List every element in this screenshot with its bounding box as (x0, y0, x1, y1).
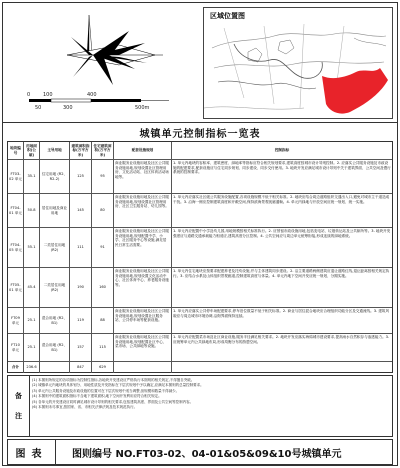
header-cell: 配套设施规划 (114, 142, 172, 159)
cell-id: FT04-01 单元 (8, 194, 24, 227)
cell-total-label: 合计 (8, 362, 24, 373)
cell-area: 25.1 (24, 308, 40, 333)
note-line: (5) 各单元的开发建设应同时满足城市设计导则的相关要求,包括建筑高度、界面及公共空间等控制内容。 (32, 399, 194, 404)
table-row (8, 194, 392, 228)
cell-total-gfa: 847 (70, 362, 92, 373)
cell-control: 1. 单元内应落实社区级公共服务设施配置,各项设施规模不低于相关标准。2. 地块应结合周边道路组织交通出入口,避免对城市主干道造成干扰。3. 沿海一侧应控制建筑高度和开敞空间,保持滨海景观视廊通畅。4. 单元内绿地与开放空间应统一规划、统一实施。 (173, 195, 390, 204)
table-total-row (8, 362, 392, 373)
header-cell: 主导用地 (40, 142, 70, 159)
note-line: (1) 本图则所规定的各项指标为控制性指标,各地块开发建设应严格执行本图则的相关规定,不得擅自突破。 (32, 378, 195, 382)
note-line: (3) 单元内公共服务设施及市政设施的位置可在下层次规划中适当调整,但规模和数量不得减少。 (32, 388, 180, 393)
cell-control: 1. 单元内地块的容积率、建筑密度、绿地率等指标应符合相关规划要求,建筑高度按城市设计导则控制。2. 应落实公共服务设施及市政设施的配建要求,配套设施应与住宅同步规划、同步建设、同步交付使用。3. 地块开发应满足城市设计导则中关于建筑界面、公共空间及慢行系统的控制要求。 (173, 161, 391, 175)
table-row (8, 334, 392, 362)
cell-control: 1. 单元内住宅地块应按要求配建养老及托幼设施,并与主体建筑同步建设。2. 沿主要道路两侧建筑应退让道路红线,退让距离按相关规定执行。3. 应结合水系及山体组织景观廊道,控制建筑高度与体量。4. 单元内地下空间开发应统一规划、分期实施。 (173, 269, 390, 278)
cell-gfa: 157 (70, 334, 92, 361)
cell-use: 住宅用地 (R2、R2-2) (40, 160, 70, 193)
cell-gfa: 125 (70, 160, 92, 193)
notes-label-char: 备 (15, 392, 22, 400)
table-row (8, 160, 392, 194)
cell-control: 1. 单元内应落实公共停车场配建要求,停车泊位数量不低于相关标准。2. 商业与居住混合地块应合理组织功能分区及交通流线。3. 建筑风貌应与周边城市环境协调,沿街界面保持连续。 (173, 309, 390, 318)
table-title: 城镇单元控制指标一览表 (139, 129, 261, 140)
cell-total-res: 629 (92, 362, 114, 373)
cell-id: FT09 单元 (8, 308, 24, 333)
scale-label: 0 (27, 92, 31, 98)
header-cell: 控制指标 (274, 148, 290, 153)
drawing-number: 图则编号 NO.FT03-02、04-01&05&09&10号城镇单元 (72, 448, 342, 460)
title-block (7, 439, 393, 465)
cell-empty (40, 362, 70, 373)
cell-empty (172, 362, 392, 373)
location-map (203, 7, 393, 119)
note-line: (6) 本图则未尽事宜,按国家、省、市相关法律法规及技术规范执行。 (32, 405, 138, 410)
header-cell: 用地面积(公顷) (24, 142, 40, 159)
notes-section (7, 375, 393, 437)
map-title: 区域位置图 (210, 12, 245, 20)
cell-control: 1. 单元内应配置菜市场及社区商业设施,服务半径满足相关要求。2. 地块开发应落实海绵城市建设要求,提高雨水自然积存与渗透能力。3. 应统筹单元内公共绿地布局,形成均衡分布的游憩空间。 (173, 335, 390, 344)
cell-id: FT03-02 单元 (8, 160, 24, 193)
notes-body (32, 378, 390, 434)
header-cell: 建筑面积指标(万平方米) (70, 142, 92, 159)
cell-res: 80 (92, 194, 114, 227)
cell-id: FT05-01 单元 (8, 268, 24, 307)
cell-use: 混合用地 (R2、B1) (40, 334, 70, 361)
scale-label: 500m (135, 105, 150, 111)
cell-use: 二类居住用地 (R2) (40, 228, 70, 267)
header-cell: 地块编号 (8, 142, 24, 159)
cell-control: 1. 单元内应配置中小学及幼儿园,用地规模按相关标准执行。2. 应预留市政设施用地,包括变电站、垃圾转运站及公共厕所等。3. 地块开发强度应与道路交通承载能力相适应,建筑高度分区控制。4. 公共空间应与周边单元统筹衔接,形成连续的绿地系统。 (173, 229, 391, 238)
cell-facility: 商业服务业设施用地及社区公共服务设施用地,规划配置中学、小学、社区服务中心等设施,满足居民日常生活需要。 (114, 228, 172, 267)
cell-area: 25.1 (24, 334, 40, 361)
cell-use: 混合用地 (R2、B1) (40, 308, 70, 333)
cell-facility: 商业服务业设施用地及社区公共服务设施用地,规划设置社区服务站、公共停车场等配套设施。 (114, 308, 172, 333)
table-row (8, 308, 392, 334)
wind-rose-compass (59, 11, 169, 97)
cell-facility: 商业服务业设施用地及社区公共服务设施用地,规划设置社区管理用房、文化活动站、社区体育活动场地等。 (114, 160, 172, 193)
cell-res: 160 (92, 268, 114, 307)
plan-sheet (2, 2, 398, 466)
note-line: (2) 城镇单元内地块的具体划分、用地性质及开发指标在下层次规划中予以确定,应满足本图则的总量控制要求。 (32, 383, 204, 388)
cell-gfa: 190 (70, 268, 92, 307)
note-line: (4) 本图则中的建筑面积指标不含地下建筑面积,地下空间开发利用应符合相关规定。 (32, 394, 162, 399)
cell-id: FT04-05 单元 (8, 228, 24, 267)
cell-area: 50.8 (24, 194, 40, 227)
cell-use: 二类居住用地 (R2) (40, 268, 70, 307)
cell-area: 35.1 (24, 160, 40, 193)
notes-label-char: 注 (15, 412, 22, 420)
top-area (3, 3, 397, 123)
table-row (8, 228, 392, 268)
table-header-row (8, 142, 392, 160)
cell-facility: 商业服务业设施用地及社区公共服务设施用地,规划设置社区管理用房、社区卫生服务站、幼儿园等。 (114, 194, 172, 227)
scale-label: 100 (43, 92, 53, 98)
scale-label: 50 (35, 105, 42, 111)
cell-gfa: 145 (70, 194, 92, 227)
cell-empty (114, 362, 172, 373)
scale-label: 400 (87, 92, 97, 98)
cell-res: 88 (92, 308, 114, 333)
scale-label: 300 (63, 105, 73, 111)
table-row (8, 268, 392, 308)
cell-area: 45.4 (24, 268, 40, 307)
control-indicator-table (7, 141, 393, 373)
cell-id: FT10 单元 (8, 334, 24, 361)
cell-area: 55.1 (24, 228, 40, 267)
cell-facility: 商业服务业设施用地及社区公共服务设施用地,规划配置社区中心、菜市场、公共绿地等设施。 (114, 334, 172, 361)
cell-res: 91 (92, 228, 114, 267)
cell-use: 居住用地及商业用地 (40, 194, 70, 227)
title-block-label: 图表 (8, 440, 56, 464)
cell-res: 95 (92, 160, 114, 193)
cell-gfa: 111 (70, 228, 92, 267)
header-cell: 住宅建筑面积(万平方米) (92, 142, 114, 159)
cell-res: 115 (92, 334, 114, 361)
cell-facility: 商业服务业设施用地及社区公共服务设施用地,规划设置文化活动中心、社区体育中心、养老服务设施等。 (114, 268, 172, 307)
scale-bar (23, 91, 173, 115)
cell-total-area: 236.6 (24, 362, 40, 373)
location-map-drawing (204, 8, 393, 119)
cell-gfa: 119 (70, 308, 92, 333)
notes-label (8, 376, 30, 436)
